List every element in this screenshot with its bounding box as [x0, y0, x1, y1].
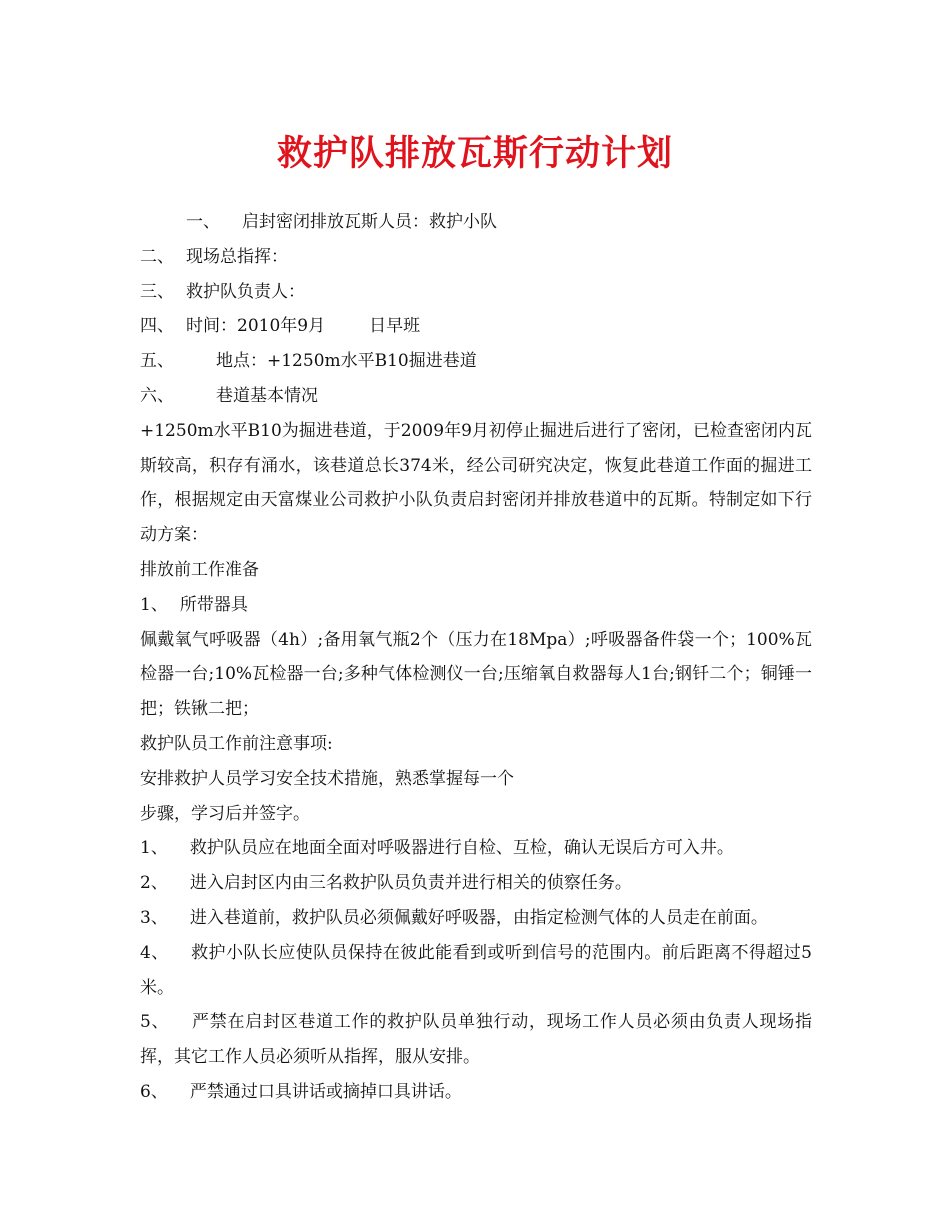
rule-number: 5、: [140, 1012, 170, 1033]
paragraph-equipment: 佩戴氧气呼吸器（4h）;备用氧气瓶2个（压力在18Mpa）;呼吸器备件袋一个；100%瓦检器一台;10%瓦检器一台;多种气体检测仪一台;压缩氧自救器每人1台;钢钎二个；铜锤一把；铁锹二把；: [140, 629, 812, 720]
rule-item: [140, 936, 812, 1006]
item-text: 时间：2010年9月: [186, 316, 326, 337]
rule-number: 6、: [140, 1081, 168, 1102]
item-number: 二、: [140, 246, 174, 267]
rule-item: [140, 866, 812, 901]
item-number: 一、: [186, 212, 220, 232]
item-text: 日早班: [369, 316, 421, 337]
equipment-heading: [140, 588, 812, 623]
item-text: 巷道基本情况: [216, 385, 318, 406]
rule-item: [140, 1005, 812, 1075]
rule-text: 救护小队长应使队员保持在彼此能看到或听到信号的范围内。前后距离不得超过5米。: [140, 942, 812, 998]
document-body: [140, 205, 812, 1110]
rule-number: 2、: [140, 873, 168, 894]
paragraph-tunnel-overview: +1250m水平B10为掘进巷道，于2009年9月初停止掘进后进行了密闭，已检查密闭内瓦斯较高，积存有涌水，该巷道总长374米，经公司研究决定，恢复此巷道工作面的掘进工作，根据规定由天富煤业公司救护小队负责启封密闭并排放巷道中的瓦斯。特制定如下行动方案：: [140, 420, 812, 546]
item-text: 救护队负责人：: [186, 281, 305, 302]
item-number: 1、: [140, 594, 168, 615]
item-text: 所带器具: [179, 594, 248, 615]
item-number: 三、: [140, 281, 174, 302]
rule-number: 3、: [140, 907, 168, 928]
rule-text: 严禁在启封区巷道工作的救护队员单独行动，现场工作人员必须由负责人现场指挥，其它工作人员必须听从指挥，服从安排。: [140, 1012, 812, 1068]
item-number: 六、: [140, 385, 174, 406]
study-line: 安排救护人员学习安全技术措施，熟悉掌握每一个: [140, 768, 514, 789]
item-one: [140, 205, 812, 240]
item-number: 四、: [140, 316, 174, 337]
rule-text: 进入巷道前，救护队员必须佩戴好呼吸器，由指定检测气体的人员走在前面。: [189, 907, 768, 928]
item-text: 启封密闭排放瓦斯人员：救护小队: [242, 212, 497, 232]
rule-text: 救护队员应在地面全面对呼吸器进行自检、互检，确认无误后方可入井。: [189, 838, 734, 859]
item-six: [140, 379, 812, 414]
section-heading-prep: 排放前工作准备: [140, 559, 259, 580]
item-five: [140, 344, 812, 379]
rule-number: 1、: [140, 838, 168, 859]
item-four: [140, 309, 812, 344]
item-three: [140, 275, 812, 310]
rule-item: [140, 1075, 812, 1110]
document-title: 救护队排放瓦斯行动计划: [276, 133, 673, 174]
item-text: 地点：+1250m水平B10掘进巷道: [216, 351, 477, 372]
study-line: 步骤，学习后并签字。: [140, 803, 310, 824]
rule-number: 4、: [140, 942, 169, 963]
item-number: 五、: [140, 351, 174, 372]
item-text: 现场总指挥：: [186, 246, 288, 267]
rule-item: [140, 831, 812, 866]
rule-text: 进入启封区内由三名救护队员负责并进行相关的侦察任务。: [189, 873, 632, 894]
rule-item: [140, 901, 812, 936]
notes-heading: 救护队员工作前注意事项:: [140, 733, 333, 754]
rule-text: 严禁通过口具讲话或摘掉口具讲话。: [189, 1081, 462, 1102]
item-two: [140, 240, 812, 275]
